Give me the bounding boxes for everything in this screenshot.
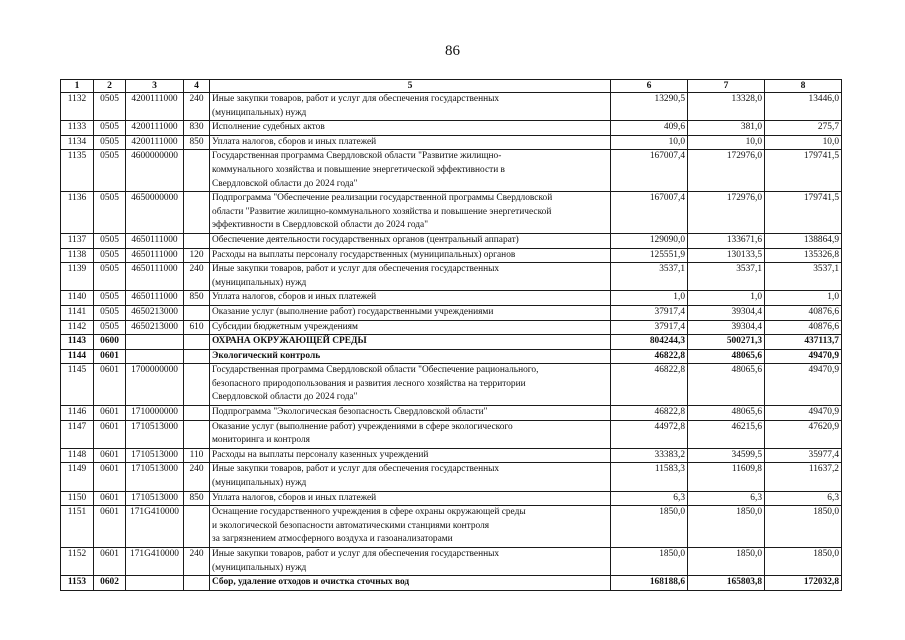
expense-name-line: эффективности в Свердловской области до 2024 года" [212, 220, 429, 231]
row-number-cell: 1133 [61, 121, 94, 136]
amount-col-8-cell: 1850,0 [765, 506, 842, 548]
target-code-cell: 1710513000 [126, 448, 184, 463]
amount-col-8-cell: 49470,9 [765, 364, 842, 406]
amount-col-7-cell: 48065,6 [688, 406, 765, 421]
table-row [61, 406, 842, 421]
header-col-8: 8 [765, 80, 842, 93]
expense-name-line: Иные закупки товаров, работ и услуг для обеспечения государственных [212, 464, 500, 475]
section-code-cell: 0505 [94, 320, 126, 335]
amount-col-6-cell: 168188,6 [611, 576, 688, 591]
target-code-cell: 4200111000 [126, 135, 184, 150]
amount-col-8-cell: 13446,0 [765, 93, 842, 121]
amount-col-6-cell: 804244,3 [611, 335, 688, 350]
amount-col-7-cell: 1850,0 [688, 506, 765, 548]
expense-kind-cell: 240 [184, 93, 210, 121]
amount-col-8-cell: 135326,8 [765, 248, 842, 263]
expense-name-line: (муниципальных) нужд [212, 277, 307, 288]
amount-col-6-cell: 46822,8 [611, 349, 688, 364]
expense-kind-cell [184, 150, 210, 192]
row-number-cell: 1134 [61, 135, 94, 150]
amount-col-6-cell: 46822,8 [611, 364, 688, 406]
amount-col-6-cell: 6,3 [611, 491, 688, 506]
amount-col-6-cell: 37917,4 [611, 305, 688, 320]
row-number-cell: 1142 [61, 320, 94, 335]
amount-col-7-cell: 3537,1 [688, 263, 765, 291]
expense-name-cell [210, 548, 611, 576]
amount-col-7-cell: 11609,8 [688, 463, 765, 491]
amount-col-6-cell: 167007,4 [611, 192, 688, 234]
expense-kind-cell: 610 [184, 320, 210, 335]
section-code-cell: 0601 [94, 406, 126, 421]
table-body [61, 93, 842, 591]
header-col-6: 6 [611, 80, 688, 93]
amount-col-8-cell: 179741,5 [765, 192, 842, 234]
target-code-cell [126, 576, 184, 591]
table-row [61, 491, 842, 506]
amount-col-7-cell: 46215,6 [688, 420, 765, 448]
amount-col-7-cell: 133671,6 [688, 233, 765, 248]
target-code-cell: 4200111000 [126, 121, 184, 136]
expense-name-line: Исполнение судебных актов [212, 122, 325, 133]
expense-kind-cell [184, 335, 210, 350]
section-code-cell: 0601 [94, 491, 126, 506]
row-number-cell: 1132 [61, 93, 94, 121]
amount-col-7-cell: 48065,6 [688, 349, 765, 364]
table-row [61, 576, 842, 591]
header-col-2: 2 [94, 80, 126, 93]
row-number-cell: 1147 [61, 420, 94, 448]
amount-col-7-cell: 381,0 [688, 121, 765, 136]
amount-col-8-cell: 172032,8 [765, 576, 842, 591]
row-number-cell: 1140 [61, 291, 94, 306]
amount-col-7-cell: 165803,8 [688, 576, 765, 591]
expense-kind-cell: 240 [184, 463, 210, 491]
section-code-cell: 0505 [94, 135, 126, 150]
header-col-1: 1 [61, 80, 94, 93]
amount-col-7-cell: 1,0 [688, 291, 765, 306]
row-number-cell: 1139 [61, 263, 94, 291]
amount-col-8-cell: 40876,6 [765, 305, 842, 320]
expense-name-line: Оказание услуг (выполнение работ) учреждениями в сфере экологического [212, 421, 513, 432]
target-code-cell [126, 349, 184, 364]
amount-col-8-cell: 138864,9 [765, 233, 842, 248]
table-row [61, 364, 842, 406]
expense-kind-cell [184, 305, 210, 320]
section-code-cell: 0505 [94, 233, 126, 248]
expense-name-line: Уплата налогов, сборов и иных платежей [212, 136, 377, 147]
expense-name-line: (муниципальных) нужд [212, 562, 307, 573]
expense-name-cell [210, 506, 611, 548]
amount-col-6-cell: 37917,4 [611, 320, 688, 335]
row-number-cell: 1135 [61, 150, 94, 192]
section-code-cell: 0601 [94, 364, 126, 406]
section-code-cell: 0505 [94, 121, 126, 136]
expense-name-cell [210, 192, 611, 234]
expense-kind-cell: 850 [184, 491, 210, 506]
amount-col-7-cell: 48065,6 [688, 364, 765, 406]
amount-col-6-cell: 46822,8 [611, 406, 688, 421]
expense-name-cell [210, 291, 611, 306]
table-row [61, 335, 842, 350]
row-number-cell: 1145 [61, 364, 94, 406]
expense-name-cell [210, 305, 611, 320]
expense-name-cell [210, 349, 611, 364]
expense-name-line: Подпрограмма "Обеспечение реализации государственной программы Свердловской [212, 193, 553, 204]
amount-col-8-cell: 6,3 [765, 491, 842, 506]
amount-col-6-cell: 10,0 [611, 135, 688, 150]
table-row [61, 463, 842, 491]
target-code-cell: 1710513000 [126, 491, 184, 506]
section-code-cell: 0505 [94, 192, 126, 234]
expense-name-line: Сбор, удаление отходов и очистка сточных вод [212, 577, 410, 588]
row-number-cell: 1149 [61, 463, 94, 491]
amount-col-7-cell: 1850,0 [688, 548, 765, 576]
expense-name-line: Иные закупки товаров, работ и услуг для обеспечения государственных [212, 264, 500, 275]
target-code-cell: 4650111000 [126, 263, 184, 291]
target-code-cell: 1710000000 [126, 406, 184, 421]
expense-name-cell [210, 263, 611, 291]
target-code-cell: 4650111000 [126, 291, 184, 306]
expense-name-line: Уплата налогов, сборов и иных платежей [212, 292, 377, 303]
amount-col-8-cell: 437113,7 [765, 335, 842, 350]
expense-name-cell [210, 335, 611, 350]
expense-name-line: Оснащение государственного учреждения в сфере охраны окружающей среды [212, 507, 526, 518]
amount-col-8-cell: 49470,9 [765, 406, 842, 421]
section-code-cell: 0602 [94, 576, 126, 591]
row-number-cell: 1153 [61, 576, 94, 591]
table-row [61, 135, 842, 150]
expense-name-line: Экологический контроль [212, 350, 321, 361]
section-code-cell: 0505 [94, 291, 126, 306]
expense-name-line: за загрязнением атмосферного воздуха и газоанализаторами [212, 534, 453, 545]
expense-name-line: Расходы на выплаты персоналу государственных (муниципальных) органов [212, 249, 516, 260]
expense-name-cell [210, 135, 611, 150]
expense-name-line: Оказание услуг (выполнение работ) государственными учреждениями [212, 306, 494, 317]
expense-kind-cell: 850 [184, 135, 210, 150]
amount-col-8-cell: 47620,9 [765, 420, 842, 448]
expense-kind-cell [184, 506, 210, 548]
section-code-cell: 0600 [94, 335, 126, 350]
expense-name-cell [210, 420, 611, 448]
row-number-cell: 1148 [61, 448, 94, 463]
expense-name-line: Подпрограмма "Экологическая безопасность Свердловской области" [212, 407, 488, 418]
amount-col-7-cell: 39304,4 [688, 320, 765, 335]
expense-kind-cell: 110 [184, 448, 210, 463]
row-number-cell: 1144 [61, 349, 94, 364]
amount-col-6-cell: 409,6 [611, 121, 688, 136]
expense-kind-cell [184, 192, 210, 234]
expense-kind-cell: 120 [184, 248, 210, 263]
expense-name-line: Свердловской области до 2024 года" [212, 178, 358, 189]
target-code-cell: 1710513000 [126, 420, 184, 448]
amount-col-6-cell: 44972,8 [611, 420, 688, 448]
expense-name-line: Государственная программа Свердловской области "Развитие жилищно- [212, 151, 502, 162]
expense-name-line: коммунального хозяйства и повышение энергетической эффективности в [212, 164, 505, 175]
row-number-cell: 1136 [61, 192, 94, 234]
expense-name-line: (муниципальных) нужд [212, 478, 307, 489]
target-code-cell [126, 335, 184, 350]
row-number-cell: 1141 [61, 305, 94, 320]
section-code-cell: 0505 [94, 305, 126, 320]
expense-kind-cell [184, 364, 210, 406]
amount-col-7-cell: 130133,5 [688, 248, 765, 263]
section-code-cell: 0601 [94, 448, 126, 463]
expense-name-cell [210, 491, 611, 506]
section-code-cell: 0601 [94, 506, 126, 548]
expense-name-cell [210, 93, 611, 121]
amount-col-7-cell: 10,0 [688, 135, 765, 150]
expense-name-cell [210, 576, 611, 591]
expense-name-line: Свердловской области до 2024 года" [212, 392, 358, 403]
expense-name-cell [210, 364, 611, 406]
expense-name-cell [210, 406, 611, 421]
expense-name-line: Обеспечение деятельности государственных органов (центральный аппарат) [212, 234, 519, 245]
expense-name-cell [210, 248, 611, 263]
amount-col-6-cell: 129090,0 [611, 233, 688, 248]
amount-col-7-cell: 34599,5 [688, 448, 765, 463]
table-row [61, 150, 842, 192]
expense-name-line: Иные закупки товаров, работ и услуг для обеспечения государственных [212, 94, 500, 104]
amount-col-6-cell: 3537,1 [611, 263, 688, 291]
amount-col-6-cell: 13290,5 [611, 93, 688, 121]
expense-name-cell [210, 320, 611, 335]
target-code-cell: 1710513000 [126, 463, 184, 491]
target-code-cell: 4650111000 [126, 248, 184, 263]
section-code-cell: 0505 [94, 150, 126, 192]
section-code-cell: 0505 [94, 263, 126, 291]
table-row [61, 248, 842, 263]
expense-name-line: Государственная программа Свердловской области "Обеспечение рационального, [212, 365, 539, 376]
amount-col-6-cell: 1850,0 [611, 506, 688, 548]
section-code-cell: 0505 [94, 248, 126, 263]
expense-name-cell [210, 121, 611, 136]
expense-kind-cell [184, 406, 210, 421]
amount-col-8-cell: 35977,4 [765, 448, 842, 463]
amount-col-6-cell: 1,0 [611, 291, 688, 306]
expense-name-line: Иные закупки товаров, работ и услуг для обеспечения государственных [212, 549, 500, 559]
amount-col-7-cell: 172976,0 [688, 150, 765, 192]
expense-kind-cell: 240 [184, 548, 210, 576]
header-col-5: 5 [210, 80, 611, 93]
expense-name-cell [210, 150, 611, 192]
amount-col-7-cell: 172976,0 [688, 192, 765, 234]
section-code-cell: 0601 [94, 463, 126, 491]
section-code-cell: 0505 [94, 93, 126, 121]
expense-name-cell [210, 448, 611, 463]
section-code-cell: 0601 [94, 420, 126, 448]
target-code-cell: 4650000000 [126, 192, 184, 234]
table-row [61, 349, 842, 364]
expense-kind-cell: 830 [184, 121, 210, 136]
expense-name-cell [210, 463, 611, 491]
table-row [61, 448, 842, 463]
header-col-4: 4 [184, 80, 210, 93]
table-row [61, 305, 842, 320]
amount-col-7-cell: 13328,0 [688, 93, 765, 121]
table-row [61, 420, 842, 448]
target-code-cell: 4600000000 [126, 150, 184, 192]
expense-kind-cell [184, 233, 210, 248]
table-row [61, 263, 842, 291]
target-code-cell: 1700000000 [126, 364, 184, 406]
expense-kind-cell: 240 [184, 263, 210, 291]
expense-name-line: области "Развитие жилищно-коммунального хозяйства и повышение энергетической [212, 206, 552, 217]
table-row [61, 121, 842, 136]
expense-name-cell [210, 233, 611, 248]
table-header-row [61, 80, 842, 93]
target-code-cell: 4200111000 [126, 93, 184, 121]
target-code-cell: 4650213000 [126, 305, 184, 320]
expense-kind-cell [184, 349, 210, 364]
row-number-cell: 1143 [61, 335, 94, 350]
row-number-cell: 1152 [61, 548, 94, 576]
page-number: 86 [445, 43, 460, 59]
amount-col-8-cell: 179741,5 [765, 150, 842, 192]
amount-col-6-cell: 125551,9 [611, 248, 688, 263]
expense-kind-cell [184, 420, 210, 448]
expense-name-line: Субсидии бюджетным учреждениям [212, 321, 358, 332]
row-number-cell: 1146 [61, 406, 94, 421]
target-code-cell: 171G410000 [126, 548, 184, 576]
section-code-cell: 0601 [94, 349, 126, 364]
amount-col-7-cell: 6,3 [688, 491, 765, 506]
expense-name-line: Расходы на выплаты персоналу казенных учреждений [212, 449, 429, 460]
amount-col-8-cell: 40876,6 [765, 320, 842, 335]
amount-col-8-cell: 1,0 [765, 291, 842, 306]
amount-col-8-cell: 3537,1 [765, 263, 842, 291]
amount-col-6-cell: 33383,2 [611, 448, 688, 463]
table-row [61, 506, 842, 548]
amount-col-6-cell: 11583,3 [611, 463, 688, 491]
expense-kind-cell: 850 [184, 291, 210, 306]
table-row [61, 93, 842, 121]
expense-name-line: мониторинга и контроля [212, 435, 310, 446]
amount-col-8-cell: 275,7 [765, 121, 842, 136]
expense-kind-cell [184, 576, 210, 591]
expense-name-line: и экологической безопасности автоматическими станциями контроля [212, 520, 490, 531]
table-row [61, 192, 842, 234]
row-number-cell: 1150 [61, 491, 94, 506]
expense-name-line: Уплата налогов, сборов и иных платежей [212, 492, 377, 503]
amount-col-8-cell: 11637,2 [765, 463, 842, 491]
amount-col-8-cell: 1850,0 [765, 548, 842, 576]
amount-col-7-cell: 39304,4 [688, 305, 765, 320]
amount-col-8-cell: 49470,9 [765, 349, 842, 364]
table-row [61, 291, 842, 306]
target-code-cell: 4650213000 [126, 320, 184, 335]
budget-table [60, 79, 842, 591]
table-row [61, 320, 842, 335]
row-number-cell: 1138 [61, 248, 94, 263]
amount-col-8-cell: 10,0 [765, 135, 842, 150]
table-row [61, 233, 842, 248]
expense-name-line: безопасного природопользования и развития лесного хозяйства на территории [212, 378, 526, 389]
table-row [61, 548, 842, 576]
header-col-7: 7 [688, 80, 765, 93]
expense-name-line: ОХРАНА ОКРУЖАЮЩЕЙ СРЕДЫ [212, 336, 367, 347]
target-code-cell: 171G410000 [126, 506, 184, 548]
expense-name-line: (муниципальных) нужд [212, 107, 307, 118]
amount-col-6-cell: 167007,4 [611, 150, 688, 192]
target-code-cell: 4650111000 [126, 233, 184, 248]
header-col-3: 3 [126, 80, 184, 93]
section-code-cell: 0601 [94, 548, 126, 576]
row-number-cell: 1137 [61, 233, 94, 248]
amount-col-7-cell: 500271,3 [688, 335, 765, 350]
amount-col-6-cell: 1850,0 [611, 548, 688, 576]
row-number-cell: 1151 [61, 506, 94, 548]
